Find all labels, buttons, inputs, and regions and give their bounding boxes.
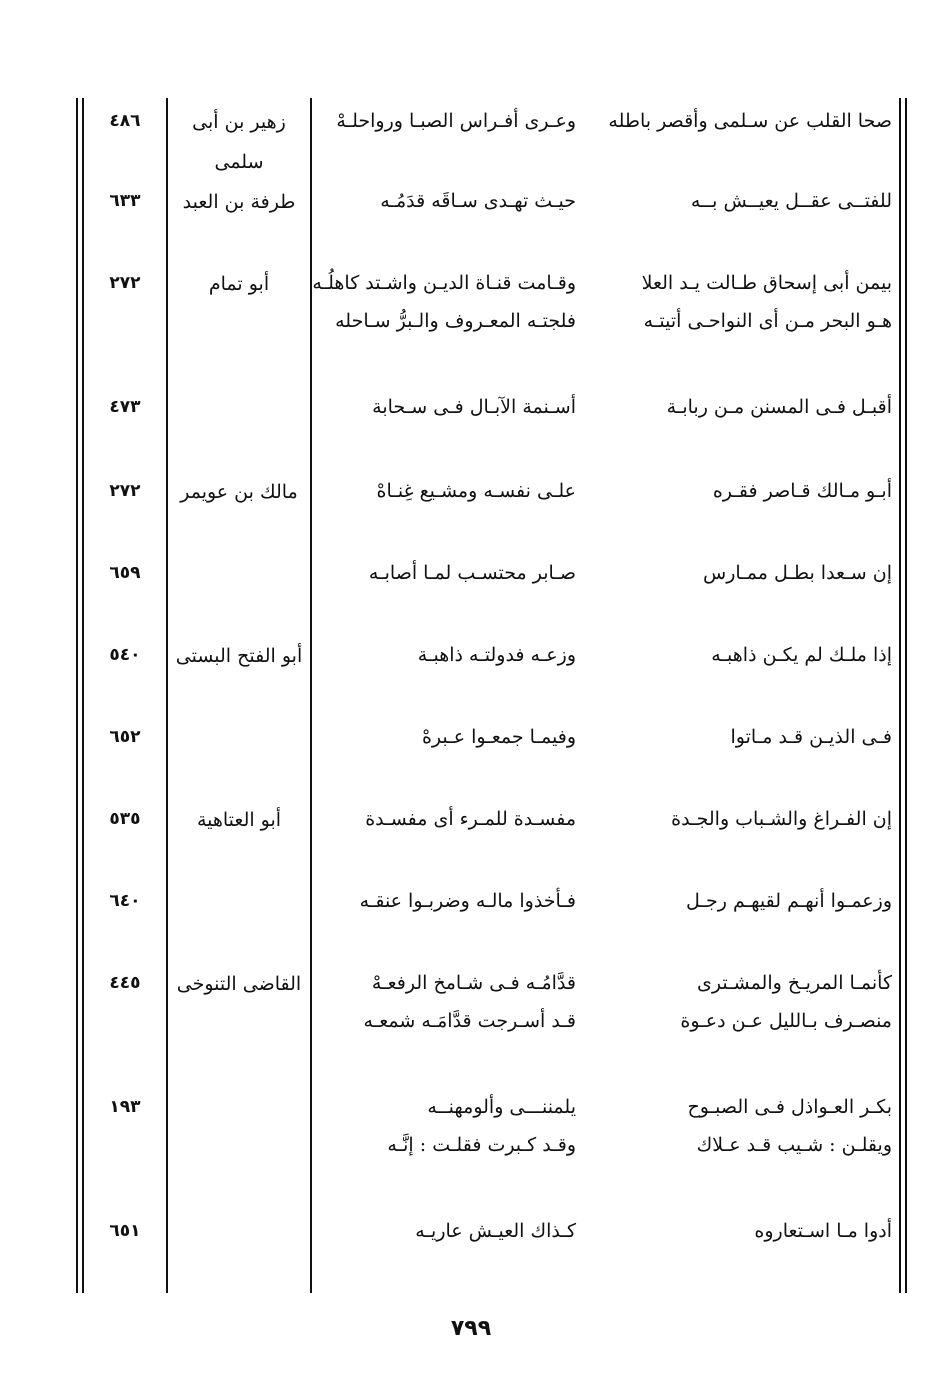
border-rule-right-inner (899, 98, 901, 1293)
verse-rhyme: علـى نفسـه ومشـيع غِنـاهْ (376, 480, 576, 502)
verse-rhyme: فـأخذوا مالـه وضربـوا عنقـه (359, 890, 576, 912)
border-rule-left (76, 98, 78, 1293)
verse-rhyme: وعـرى أفـراس الصبـا ورواحلـهْ (336, 110, 576, 132)
verse-opening: فـى الذيـن قـد مـاتوا (730, 726, 892, 748)
poet-name: أبو الفتح البستى (175, 645, 303, 667)
poet-name: زهير بن أبى سلمى (192, 111, 286, 173)
verse-rhyme: وفيمـا جمعـوا عـبرهْ (421, 726, 576, 748)
page-reference: ٦٤٠ (109, 891, 141, 911)
verse-rhyme: مفسـدة للمـرء أى مفسـدة (365, 808, 576, 830)
verse-opening: أدوا مـا اسـتعاروه (754, 1220, 892, 1242)
verse-rhyme: أسـنمة الآبـال فـى سـحابة (372, 396, 576, 418)
page-reference: ٤٨٦ (109, 111, 141, 131)
verse-opening: وزعمـوا أنهـم لقيهـم رجـل (686, 890, 892, 912)
page-reference: ١٩٣ (109, 1097, 141, 1117)
page-reference: ٥٤٠ (109, 645, 141, 665)
verse-opening: للفتــى عقــل يعيــش بــه (690, 190, 892, 212)
border-rule-right (905, 98, 907, 1293)
verse-rhyme: وزعـه فدولتـه ذاهبـة (417, 644, 576, 666)
verse-rhyme: قدَّامُـه فـى شـامخ الرفعـهْ قـد أسـرجت قدَّامَـه شمعـه (363, 972, 576, 1032)
page-number: ٧٩٩ (450, 1316, 492, 1341)
page-reference: ٦٣٣ (109, 191, 141, 211)
page-reference: ٤٧٣ (109, 397, 141, 417)
poet-name: أبو العتاهية (196, 809, 282, 831)
verse-opening: إن الفـراغ والشـباب والجـدة (671, 808, 892, 830)
poet-name: طرفة بن العبد (182, 191, 296, 213)
page-reference: ٤٤٥ (109, 973, 141, 993)
page-reference: ٦٥١ (109, 1221, 141, 1241)
column-divider-number (166, 98, 168, 1293)
poet-name: مالك بن عويمر (180, 481, 298, 503)
verse-opening: كأنمـا المريـخ والمشـترى منصـرف بـالليل عـن دعـوة (680, 972, 892, 1032)
verse-opening: بكـر العـواذل فـى الصبـوح ويقلـن : شـيب قـد عـلاك (687, 1096, 892, 1156)
verse-rhyme: كـذاك العيـش عاريـه (415, 1220, 576, 1242)
verse-opening: أقبـل فـى المسنن مـن ربابـة (666, 396, 892, 418)
verse-opening: صحا القلب عن سـلمى وأقصر باطله (608, 110, 892, 132)
verse-rhyme: يلمننـــى وألومهنــه وقـد كـبرت فقلـت : إنَّـه (387, 1096, 576, 1156)
page-reference: ٢٧٢ (109, 273, 141, 293)
verse-opening: بيمن أبى إسحاق طـالت يـد العلا هـو البحر مـن أى النواحـى أتيتـه (641, 272, 892, 332)
poet-name: القاضى التنوخى (176, 973, 302, 995)
verse-opening: أبـو مـالك قـاصر فقـره (712, 480, 892, 502)
verse-rhyme: وقـامت قنـاة الديـن واشـتد كاهلُـه فلجتـه المعـروف والـبرُّ سـاحله (312, 272, 576, 332)
verse-rhyme: صـابر محتسـب لمـا أصابـه (368, 562, 576, 584)
page-reference: ٦٥٢ (109, 727, 141, 747)
border-rule-left-inner (82, 98, 84, 1293)
verse-opening: إن سـعدا بطـل ممـارس (703, 562, 892, 584)
page-reference: ٦٥٩ (109, 563, 141, 583)
verse-rhyme: حيـث تهـدى سـاقَه قدَمُـه (380, 190, 576, 212)
verse-opening: إذا ملـك لم يكـن ذاهبـه (711, 644, 892, 666)
poet-name: أبو تمام (208, 273, 270, 295)
page-reference: ٢٧٢ (109, 481, 141, 501)
page-reference: ٥٣٥ (109, 809, 141, 829)
